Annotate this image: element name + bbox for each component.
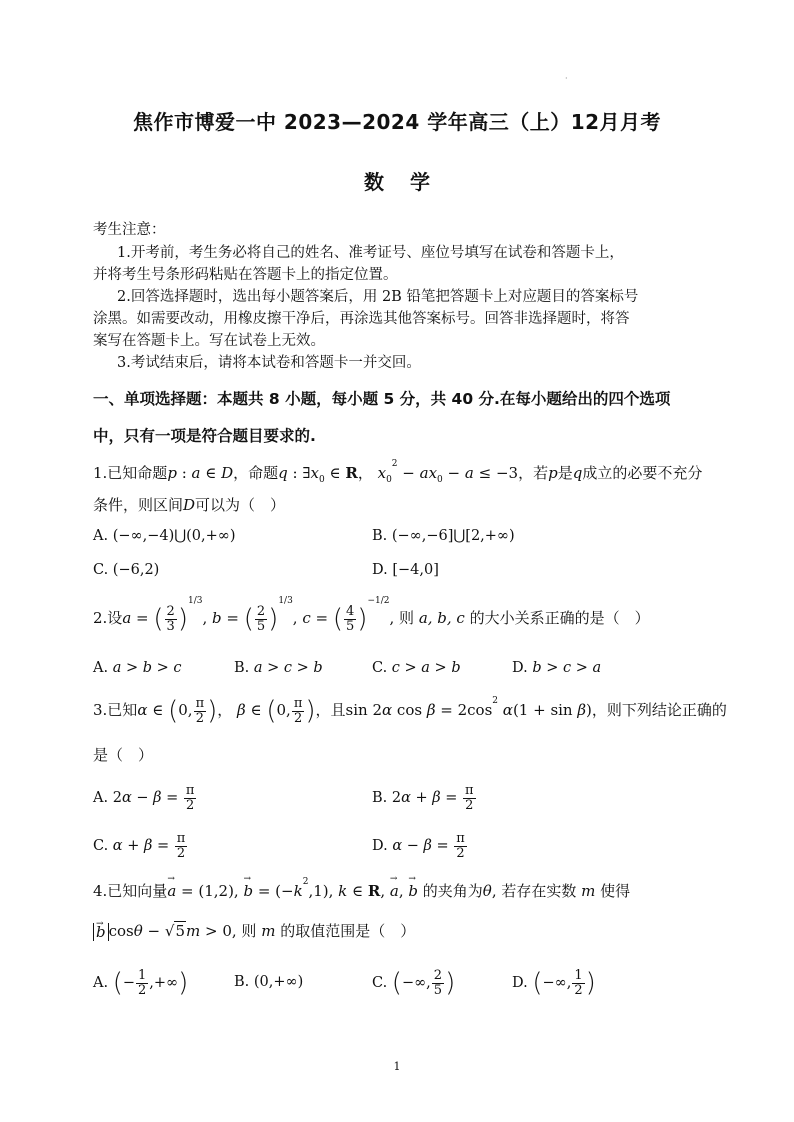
section-heading: 一、单项选择题：本题共 8 小题，每小题 5 分，共 40 分.在每小题给出的四个选项: [93, 390, 671, 408]
q3-option-c[interactable]: C. α + β = $\frac{\pi}{2}$: [93, 831, 186, 861]
q1-option-c[interactable]: C. (−6,2): [93, 562, 160, 578]
speck-mark: ·: [565, 74, 568, 83]
q1-option-d[interactable]: D. [−4,0]: [372, 562, 439, 578]
q3-option-b[interactable]: B. 2α + β = $\frac{\pi}{2}$: [372, 783, 474, 813]
notice-line: 2.回答选择题时，选出每小题答案后，用 2B 铅笔把答题卡上对应题目的答案标号: [117, 289, 639, 305]
q3-option-d[interactable]: D. α − β = $\frac{\pi}{2}$: [372, 831, 465, 861]
notice-line: 并将考生号条形码粘贴在答题卡上的指定位置。: [93, 267, 398, 283]
q1-option-a[interactable]: A. (−∞,−4)⋃(0,+∞): [93, 528, 236, 544]
q2-option-a[interactable]: A. a > b > c: [93, 660, 182, 676]
page-number: 1: [393, 1060, 401, 1073]
q4-option-b[interactable]: B. (0,+∞): [234, 974, 304, 990]
subject-title: 数学: [364, 170, 456, 194]
question-4-cont: → b cosθ − √5m > 0, 则 m 的取值范围是（ ）: [93, 920, 415, 941]
notice-line: 案写在答题卡上。写在试卷上无效。: [93, 333, 325, 349]
question-4: 4.已知向量→ a = (1,2), → $b = (-k^2,1)$, k ∈ R, → a, → b 的夹角为θ, 若存在实数 m 使得: [93, 880, 630, 901]
q2-option-d[interactable]: D. b > c > a: [512, 660, 602, 676]
q4-option-a[interactable]: A. (− $\frac{1}{2}$ ,+∞): [93, 967, 189, 998]
q4-option-d[interactable]: D. (−∞, $\frac{1}{2}$ ): [512, 967, 596, 998]
notice-line: 1.开考前，考生务必将自己的姓名、准考证号、座位号填写在试卷和答题卡上，: [117, 245, 624, 261]
question-1-cont: 条件，则区间D可以为（ ）: [93, 496, 286, 514]
q1-option-b[interactable]: B. (−∞,−6]⋃[2,+∞): [372, 528, 515, 544]
q2-option-c[interactable]: C. c > a > b: [372, 660, 461, 676]
exam-title: 焦作市博爱一中 2023—2024 学年高三（上）12月月考: [132, 110, 662, 134]
question-3: 3.已知α ∈ (0, $\frac{\pi}{2}$ )， β ∈ (0, $\frac{\pi}{2}$ )，且sin 2α $\cos \beta = 2\cos^2$ α(1 + sin β)，则下列结论正确的: [93, 695, 727, 726]
question-3-cont: 是（ ）: [93, 746, 154, 764]
notice-line: 涂黑。如需要改动，用橡皮擦干净后，再涂选其他答案标号。回答非选择题时，将答: [93, 311, 630, 327]
q3-option-a[interactable]: A. 2α − β = $\frac{\pi}{2}$: [93, 783, 195, 813]
q2-option-b[interactable]: B. a > c > b: [234, 660, 323, 676]
section-heading-cont: 中，只有一项是符合题目要求的.: [93, 427, 316, 445]
question-2: 2.设a = ( $\frac{2}{3}$ )$^{1/3}$, b = ( $\frac{2}{5}$ )$^{1/3}$, c = ( $\frac{4}{5}$ )$^{-1/2}$, 则 a, b, c 的大小关系正确的是（ ）: [93, 596, 650, 634]
question-1: 1.已知命题p : a ∈ D，命题q : $\exists x_0$ ∈ R， $x_0^2 - ax_0 - a \le -3$，若p是q成立的必要不充分: [93, 459, 703, 485]
notice-heading: 考生注意：: [93, 222, 166, 238]
q4-option-c[interactable]: C. (−∞, $\frac{2}{5}$ ): [372, 967, 456, 998]
notice-line: 3.考试结束后，请将本试卷和答题卡一并交回。: [117, 355, 421, 371]
